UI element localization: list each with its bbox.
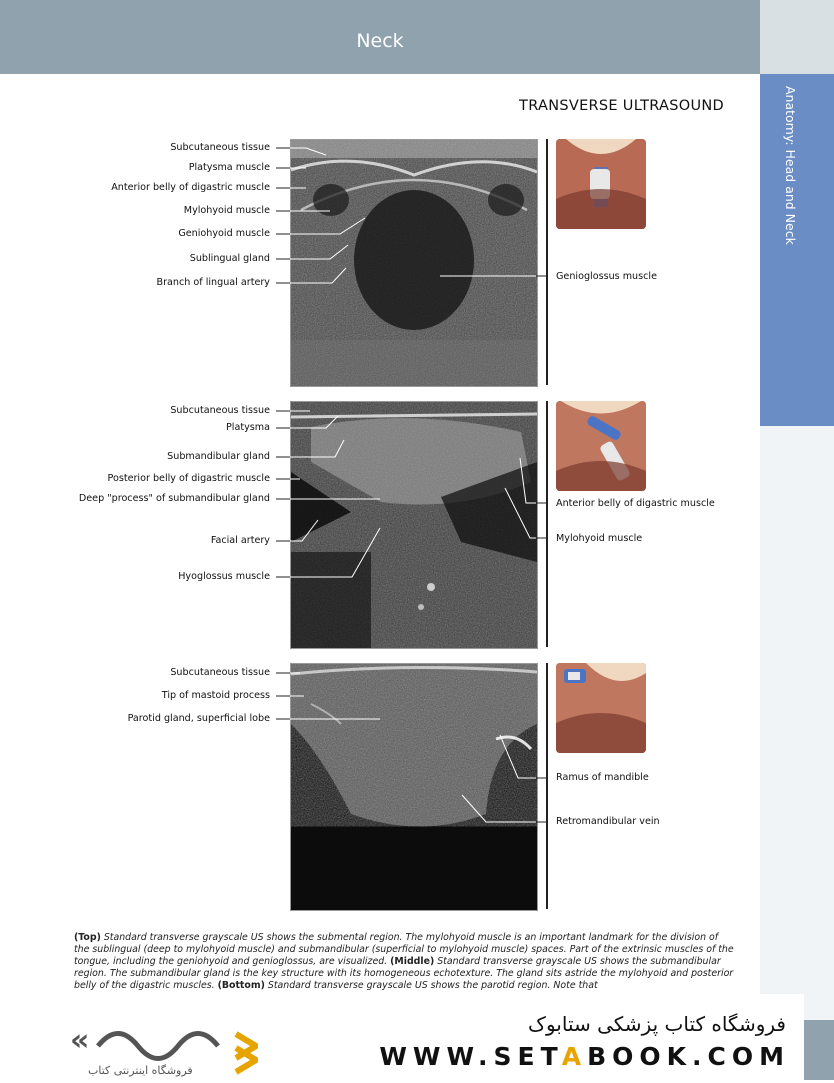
label-retromandibular-vein: Retromandibular vein (556, 816, 660, 827)
anatomy-thumbnail-bottom (556, 663, 646, 753)
label-facial-artery: Facial artery (210, 535, 270, 546)
corner-block (804, 1020, 834, 1080)
panel-divider-bottom (546, 663, 548, 909)
caption-bottom-tag: (Bottom) (217, 980, 265, 991)
label-sublingual-gland: Sublingual gland (189, 253, 270, 264)
label-hyoglossus-muscle: Hyoglossus muscle (178, 571, 270, 582)
label-tip-mastoid-process: Tip of mastoid process (161, 690, 270, 701)
anatomy-thumbnail-top (556, 139, 646, 229)
label-subcutaneous-tissue-middle: Subcutaneous tissue (170, 405, 270, 416)
label-subcutaneous-tissue-top: Subcutaneous tissue (170, 142, 270, 153)
logo-text: فروشگاه اینترنتی کتاب (88, 1064, 193, 1077)
store-url[interactable] (379, 1042, 790, 1071)
caption-top-text: Standard transverse grayscale US shows the submental region. The mylohyoid muscle is an important landmark for the division of the sublingual (deep to mylohyoid muscle) and submandibular (superficial to mylohyoid muscle) spaces. Part of the extrinsic muscles of the tongue, including the geniohyoid and genioglossus, are visualized. (74, 932, 734, 967)
label-subcutaneous-tissue-bottom: Subcutaneous tissue (170, 667, 270, 678)
label-anterior-belly-digastric-top: Anterior belly of digastric muscle (111, 182, 270, 193)
rail-top (760, 0, 834, 74)
page-title: Neck (356, 30, 404, 52)
caption-top-tag: (Top) (74, 932, 101, 943)
label-posterior-belly-digastric: Posterior belly of digastric muscle (107, 473, 270, 484)
label-ramus-of-mandible: Ramus of mandible (556, 772, 649, 783)
caption-bottom-text: Standard transverse grayscale US shows the parotid region. Note that (267, 980, 598, 991)
label-deep-process-submandibular: Deep "process" of submandibular gland (78, 493, 270, 504)
section-title: TRANSVERSE ULTRASOUND (519, 98, 724, 114)
label-genioglossus-muscle: Genioglossus muscle (556, 271, 657, 282)
ultrasound-image-top (290, 139, 538, 387)
chapter-tab-label: Anatomy: Head and Neck (783, 86, 798, 245)
store-name: فروشگاه کتاب پزشکی ستابوک (528, 1012, 786, 1036)
store-logo (68, 1016, 258, 1078)
figure-caption (74, 932, 734, 992)
store-url-accent: A (561, 1042, 588, 1071)
ultrasound-image-middle (290, 401, 538, 649)
ultrasound-image-bottom (290, 663, 538, 911)
caption-middle-text: Standard transverse grayscale US shows the submandibular region. The submandibular gland is the key structure with its homogeneous echotexture. The gland sits astride the mylohyoid and posterior belly of the digastric muscles. (74, 956, 734, 991)
label-mylohyoid-muscle-top: Mylohyoid muscle (183, 205, 270, 216)
label-submandibular-gland: Submandibular gland (167, 451, 270, 462)
page-header (0, 0, 760, 74)
panel-divider-middle (546, 401, 548, 647)
label-mylohyoid-muscle-middle: Mylohyoid muscle (556, 533, 643, 544)
label-platysma-muscle: Platysma muscle (188, 162, 270, 173)
panel-divider-top (546, 139, 548, 385)
anatomy-thumbnail-middle (556, 401, 646, 491)
label-geniohyoid-muscle: Geniohyoid muscle (178, 228, 270, 239)
svg-text:«: « (70, 1023, 90, 1058)
store-url-prefix: WWW.SET (379, 1042, 562, 1071)
label-platysma: Platysma (226, 422, 270, 433)
caption-middle-tag: (Middle) (390, 956, 435, 967)
label-parotid-gland-superficial: Parotid gland, superficial lobe (127, 713, 270, 724)
label-anterior-belly-digastric-middle: Anterior belly of digastric muscle (556, 498, 715, 509)
label-branch-lingual-artery: Branch of lingual artery (156, 277, 270, 288)
store-url-suffix: BOOK.COM (587, 1042, 790, 1071)
